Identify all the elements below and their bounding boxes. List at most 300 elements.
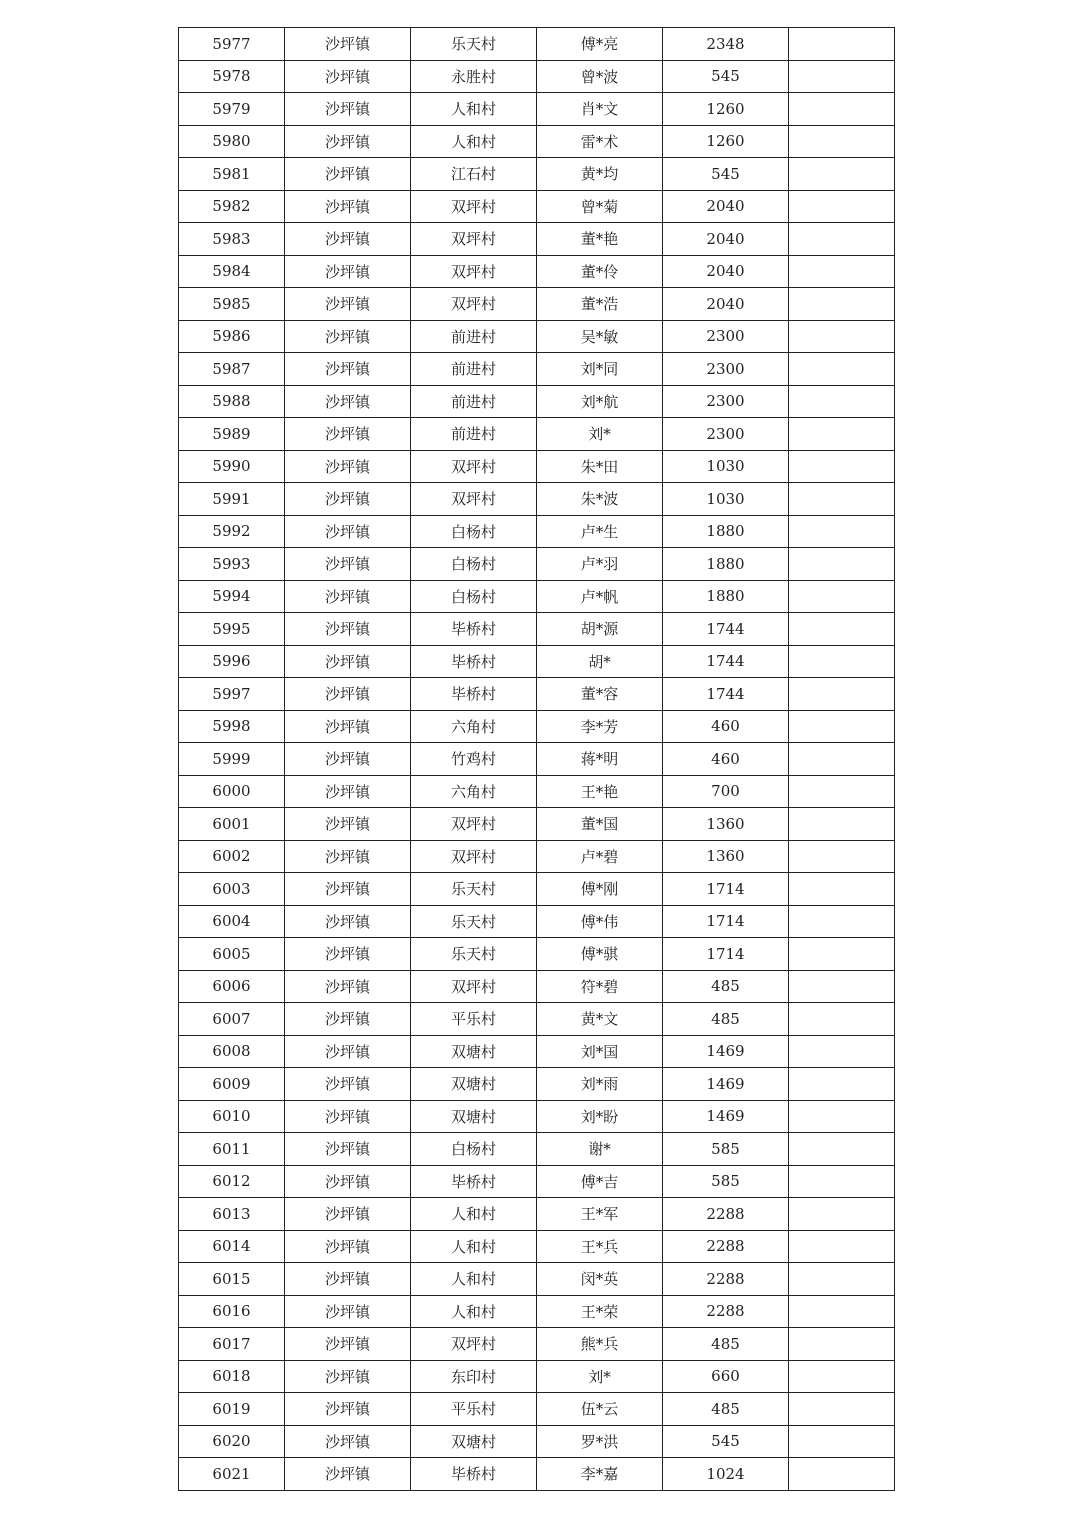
town-cell: 沙坪镇 xyxy=(285,613,411,646)
town-cell: 沙坪镇 xyxy=(285,450,411,483)
table-row xyxy=(179,678,895,711)
name-cell: 傅*刚 xyxy=(537,873,663,906)
table-row xyxy=(179,710,895,743)
village-cell: 平乐村 xyxy=(411,1393,537,1426)
serial-number-cell: 6007 xyxy=(179,1003,285,1036)
village-cell: 双塘村 xyxy=(411,1425,537,1458)
town-cell: 沙坪镇 xyxy=(285,1328,411,1361)
table-row xyxy=(179,288,895,321)
town-cell: 沙坪镇 xyxy=(285,158,411,191)
table-row xyxy=(179,905,895,938)
serial-number-cell: 6015 xyxy=(179,1263,285,1296)
table-row xyxy=(179,60,895,93)
village-cell: 双坪村 xyxy=(411,840,537,873)
name-cell: 朱*田 xyxy=(537,450,663,483)
serial-number-cell: 5993 xyxy=(179,548,285,581)
serial-number-cell: 5997 xyxy=(179,678,285,711)
remark-cell xyxy=(789,1425,895,1458)
village-cell: 永胜村 xyxy=(411,60,537,93)
town-cell: 沙坪镇 xyxy=(285,125,411,158)
serial-number-cell: 6005 xyxy=(179,938,285,971)
village-cell: 白杨村 xyxy=(411,1133,537,1166)
village-cell: 人和村 xyxy=(411,1230,537,1263)
town-cell: 沙坪镇 xyxy=(285,93,411,126)
town-cell: 沙坪镇 xyxy=(285,483,411,516)
village-cell: 乐天村 xyxy=(411,905,537,938)
name-cell: 董*国 xyxy=(537,808,663,841)
serial-number-cell: 6004 xyxy=(179,905,285,938)
village-cell: 六角村 xyxy=(411,775,537,808)
table-row xyxy=(179,1360,895,1393)
village-cell: 人和村 xyxy=(411,93,537,126)
name-cell: 董*容 xyxy=(537,678,663,711)
village-cell: 毕桥村 xyxy=(411,678,537,711)
name-cell: 黄*文 xyxy=(537,1003,663,1036)
village-cell: 双坪村 xyxy=(411,450,537,483)
village-cell: 平乐村 xyxy=(411,1003,537,1036)
town-cell: 沙坪镇 xyxy=(285,580,411,613)
table-row xyxy=(179,320,895,353)
serial-number-cell: 6009 xyxy=(179,1068,285,1101)
village-cell: 双坪村 xyxy=(411,808,537,841)
amount-cell: 2300 xyxy=(663,385,789,418)
serial-number-cell: 5982 xyxy=(179,190,285,223)
serial-number-cell: 5987 xyxy=(179,353,285,386)
table-row xyxy=(179,1133,895,1166)
table-row xyxy=(179,743,895,776)
remark-cell xyxy=(789,93,895,126)
remark-cell xyxy=(789,125,895,158)
serial-number-cell: 6010 xyxy=(179,1100,285,1133)
remark-cell xyxy=(789,60,895,93)
remark-cell xyxy=(789,1100,895,1133)
amount-cell: 585 xyxy=(663,1133,789,1166)
town-cell: 沙坪镇 xyxy=(285,1263,411,1296)
village-cell: 双坪村 xyxy=(411,255,537,288)
serial-number-cell: 5977 xyxy=(179,28,285,61)
table-body xyxy=(179,28,895,1491)
remark-cell xyxy=(789,515,895,548)
amount-cell: 1744 xyxy=(663,678,789,711)
name-cell: 傅*亮 xyxy=(537,28,663,61)
serial-number-cell: 5992 xyxy=(179,515,285,548)
name-cell: 傅*吉 xyxy=(537,1165,663,1198)
town-cell: 沙坪镇 xyxy=(285,548,411,581)
table-row xyxy=(179,483,895,516)
town-cell: 沙坪镇 xyxy=(285,418,411,451)
table-row xyxy=(179,190,895,223)
serial-number-cell: 5980 xyxy=(179,125,285,158)
town-cell: 沙坪镇 xyxy=(285,60,411,93)
town-cell: 沙坪镇 xyxy=(285,1295,411,1328)
remark-cell xyxy=(789,418,895,451)
remark-cell xyxy=(789,450,895,483)
name-cell: 王*兵 xyxy=(537,1230,663,1263)
village-cell: 白杨村 xyxy=(411,580,537,613)
amount-cell: 660 xyxy=(663,1360,789,1393)
town-cell: 沙坪镇 xyxy=(285,28,411,61)
town-cell: 沙坪镇 xyxy=(285,775,411,808)
table-row xyxy=(179,645,895,678)
amount-cell: 2348 xyxy=(663,28,789,61)
amount-cell: 2040 xyxy=(663,288,789,321)
remark-cell xyxy=(789,1035,895,1068)
table-row xyxy=(179,1003,895,1036)
amount-cell: 485 xyxy=(663,1393,789,1426)
name-cell: 刘* xyxy=(537,418,663,451)
amount-cell: 2040 xyxy=(663,223,789,256)
remark-cell xyxy=(789,1165,895,1198)
name-cell: 黄*均 xyxy=(537,158,663,191)
serial-number-cell: 6000 xyxy=(179,775,285,808)
table-row xyxy=(179,28,895,61)
town-cell: 沙坪镇 xyxy=(285,255,411,288)
table-row xyxy=(179,255,895,288)
village-cell: 白杨村 xyxy=(411,515,537,548)
town-cell: 沙坪镇 xyxy=(285,1425,411,1458)
name-cell: 曾*波 xyxy=(537,60,663,93)
serial-number-cell: 5996 xyxy=(179,645,285,678)
serial-number-cell: 5986 xyxy=(179,320,285,353)
serial-number-cell: 6001 xyxy=(179,808,285,841)
remark-cell xyxy=(789,678,895,711)
name-cell: 曾*菊 xyxy=(537,190,663,223)
name-cell: 伍*云 xyxy=(537,1393,663,1426)
village-cell: 江石村 xyxy=(411,158,537,191)
town-cell: 沙坪镇 xyxy=(285,353,411,386)
table-row xyxy=(179,93,895,126)
town-cell: 沙坪镇 xyxy=(285,905,411,938)
table-row xyxy=(179,158,895,191)
data-table xyxy=(178,27,895,1491)
town-cell: 沙坪镇 xyxy=(285,1133,411,1166)
remark-cell xyxy=(789,710,895,743)
serial-number-cell: 6020 xyxy=(179,1425,285,1458)
name-cell: 王*军 xyxy=(537,1198,663,1231)
amount-cell: 545 xyxy=(663,60,789,93)
amount-cell: 2040 xyxy=(663,190,789,223)
serial-number-cell: 6006 xyxy=(179,970,285,1003)
serial-number-cell: 6021 xyxy=(179,1458,285,1491)
amount-cell: 1030 xyxy=(663,483,789,516)
serial-number-cell: 5985 xyxy=(179,288,285,321)
town-cell: 沙坪镇 xyxy=(285,1230,411,1263)
amount-cell: 1744 xyxy=(663,613,789,646)
serial-number-cell: 5994 xyxy=(179,580,285,613)
town-cell: 沙坪镇 xyxy=(285,1003,411,1036)
serial-number-cell: 6018 xyxy=(179,1360,285,1393)
village-cell: 毕桥村 xyxy=(411,1165,537,1198)
remark-cell xyxy=(789,808,895,841)
remark-cell xyxy=(789,158,895,191)
serial-number-cell: 6003 xyxy=(179,873,285,906)
name-cell: 卢*碧 xyxy=(537,840,663,873)
serial-number-cell: 5981 xyxy=(179,158,285,191)
town-cell: 沙坪镇 xyxy=(285,288,411,321)
town-cell: 沙坪镇 xyxy=(285,190,411,223)
village-cell: 双塘村 xyxy=(411,1068,537,1101)
amount-cell: 1469 xyxy=(663,1068,789,1101)
village-cell: 双坪村 xyxy=(411,970,537,1003)
village-cell: 乐天村 xyxy=(411,28,537,61)
table-row xyxy=(179,613,895,646)
table-row xyxy=(179,1295,895,1328)
village-cell: 毕桥村 xyxy=(411,1458,537,1491)
amount-cell: 1714 xyxy=(663,938,789,971)
remark-cell xyxy=(789,873,895,906)
town-cell: 沙坪镇 xyxy=(285,873,411,906)
amount-cell: 485 xyxy=(663,970,789,1003)
table-row xyxy=(179,580,895,613)
town-cell: 沙坪镇 xyxy=(285,1360,411,1393)
table-row xyxy=(179,1035,895,1068)
table-row xyxy=(179,1263,895,1296)
amount-cell: 1880 xyxy=(663,580,789,613)
village-cell: 人和村 xyxy=(411,1263,537,1296)
table-row xyxy=(179,775,895,808)
village-cell: 人和村 xyxy=(411,1198,537,1231)
name-cell: 刘*雨 xyxy=(537,1068,663,1101)
village-cell: 乐天村 xyxy=(411,938,537,971)
remark-cell xyxy=(789,1068,895,1101)
town-cell: 沙坪镇 xyxy=(285,710,411,743)
name-cell: 胡*源 xyxy=(537,613,663,646)
table-row xyxy=(179,1230,895,1263)
amount-cell: 1030 xyxy=(663,450,789,483)
name-cell: 傅*骐 xyxy=(537,938,663,971)
table-row xyxy=(179,1328,895,1361)
table-row xyxy=(179,223,895,256)
amount-cell: 2288 xyxy=(663,1263,789,1296)
table-row xyxy=(179,125,895,158)
remark-cell xyxy=(789,190,895,223)
amount-cell: 2288 xyxy=(663,1198,789,1231)
town-cell: 沙坪镇 xyxy=(285,938,411,971)
village-cell: 六角村 xyxy=(411,710,537,743)
name-cell: 符*碧 xyxy=(537,970,663,1003)
village-cell: 双坪村 xyxy=(411,1328,537,1361)
amount-cell: 1360 xyxy=(663,808,789,841)
name-cell: 刘*盼 xyxy=(537,1100,663,1133)
table-row xyxy=(179,548,895,581)
village-cell: 白杨村 xyxy=(411,548,537,581)
amount-cell: 545 xyxy=(663,158,789,191)
village-cell: 双塘村 xyxy=(411,1035,537,1068)
name-cell: 蒋*明 xyxy=(537,743,663,776)
amount-cell: 1469 xyxy=(663,1100,789,1133)
table-row xyxy=(179,1425,895,1458)
town-cell: 沙坪镇 xyxy=(285,1035,411,1068)
name-cell: 闵*英 xyxy=(537,1263,663,1296)
remark-cell xyxy=(789,1458,895,1491)
table-row xyxy=(179,873,895,906)
amount-cell: 1714 xyxy=(663,873,789,906)
village-cell: 双塘村 xyxy=(411,1100,537,1133)
name-cell: 王*荣 xyxy=(537,1295,663,1328)
amount-cell: 1469 xyxy=(663,1035,789,1068)
town-cell: 沙坪镇 xyxy=(285,1068,411,1101)
village-cell: 东印村 xyxy=(411,1360,537,1393)
name-cell: 熊*兵 xyxy=(537,1328,663,1361)
amount-cell: 1360 xyxy=(663,840,789,873)
village-cell: 双坪村 xyxy=(411,190,537,223)
name-cell: 谢* xyxy=(537,1133,663,1166)
village-cell: 毕桥村 xyxy=(411,645,537,678)
table-row xyxy=(179,808,895,841)
remark-cell xyxy=(789,1198,895,1231)
amount-cell: 1714 xyxy=(663,905,789,938)
remark-cell xyxy=(789,483,895,516)
remark-cell xyxy=(789,645,895,678)
name-cell: 董*浩 xyxy=(537,288,663,321)
amount-cell: 2300 xyxy=(663,418,789,451)
amount-cell: 2300 xyxy=(663,353,789,386)
town-cell: 沙坪镇 xyxy=(285,223,411,256)
serial-number-cell: 6019 xyxy=(179,1393,285,1426)
serial-number-cell: 6014 xyxy=(179,1230,285,1263)
table-row xyxy=(179,1198,895,1231)
remark-cell xyxy=(789,1263,895,1296)
village-cell: 双坪村 xyxy=(411,483,537,516)
name-cell: 刘*同 xyxy=(537,353,663,386)
remark-cell xyxy=(789,840,895,873)
village-cell: 乐天村 xyxy=(411,873,537,906)
amount-cell: 2300 xyxy=(663,320,789,353)
serial-number-cell: 6011 xyxy=(179,1133,285,1166)
town-cell: 沙坪镇 xyxy=(285,385,411,418)
name-cell: 罗*洪 xyxy=(537,1425,663,1458)
name-cell: 董*艳 xyxy=(537,223,663,256)
serial-number-cell: 6013 xyxy=(179,1198,285,1231)
serial-number-cell: 6012 xyxy=(179,1165,285,1198)
serial-number-cell: 5978 xyxy=(179,60,285,93)
village-cell: 人和村 xyxy=(411,1295,537,1328)
serial-number-cell: 5988 xyxy=(179,385,285,418)
amount-cell: 585 xyxy=(663,1165,789,1198)
village-cell: 前进村 xyxy=(411,320,537,353)
remark-cell xyxy=(789,970,895,1003)
name-cell: 董*伶 xyxy=(537,255,663,288)
table-row xyxy=(179,938,895,971)
village-cell: 前进村 xyxy=(411,385,537,418)
remark-cell xyxy=(789,255,895,288)
serial-number-cell: 5998 xyxy=(179,710,285,743)
serial-number-cell: 6016 xyxy=(179,1295,285,1328)
table-row xyxy=(179,840,895,873)
remark-cell xyxy=(789,1230,895,1263)
remark-cell xyxy=(789,938,895,971)
table-row xyxy=(179,1458,895,1491)
serial-number-cell: 5999 xyxy=(179,743,285,776)
amount-cell: 1260 xyxy=(663,125,789,158)
name-cell: 傅*伟 xyxy=(537,905,663,938)
name-cell: 肖*文 xyxy=(537,93,663,126)
name-cell: 李*芳 xyxy=(537,710,663,743)
town-cell: 沙坪镇 xyxy=(285,1458,411,1491)
name-cell: 卢*羽 xyxy=(537,548,663,581)
table-row xyxy=(179,450,895,483)
village-cell: 毕桥村 xyxy=(411,613,537,646)
amount-cell: 485 xyxy=(663,1328,789,1361)
table-row xyxy=(179,385,895,418)
remark-cell xyxy=(789,223,895,256)
village-cell: 竹鸡村 xyxy=(411,743,537,776)
town-cell: 沙坪镇 xyxy=(285,970,411,1003)
town-cell: 沙坪镇 xyxy=(285,1393,411,1426)
village-cell: 双坪村 xyxy=(411,288,537,321)
town-cell: 沙坪镇 xyxy=(285,743,411,776)
name-cell: 王*艳 xyxy=(537,775,663,808)
amount-cell: 2288 xyxy=(663,1295,789,1328)
remark-cell xyxy=(789,1133,895,1166)
amount-cell: 700 xyxy=(663,775,789,808)
table-row xyxy=(179,515,895,548)
serial-number-cell: 5979 xyxy=(179,93,285,126)
name-cell: 卢*帆 xyxy=(537,580,663,613)
town-cell: 沙坪镇 xyxy=(285,808,411,841)
name-cell: 雷*术 xyxy=(537,125,663,158)
name-cell: 卢*生 xyxy=(537,515,663,548)
amount-cell: 1260 xyxy=(663,93,789,126)
town-cell: 沙坪镇 xyxy=(285,1165,411,1198)
name-cell: 胡* xyxy=(537,645,663,678)
village-cell: 前进村 xyxy=(411,418,537,451)
name-cell: 刘* xyxy=(537,1360,663,1393)
name-cell: 朱*波 xyxy=(537,483,663,516)
remark-cell xyxy=(789,28,895,61)
table-row xyxy=(179,970,895,1003)
town-cell: 沙坪镇 xyxy=(285,1100,411,1133)
amount-cell: 1880 xyxy=(663,515,789,548)
town-cell: 沙坪镇 xyxy=(285,1198,411,1231)
serial-number-cell: 6017 xyxy=(179,1328,285,1361)
name-cell: 刘*航 xyxy=(537,385,663,418)
village-cell: 前进村 xyxy=(411,353,537,386)
town-cell: 沙坪镇 xyxy=(285,645,411,678)
serial-number-cell: 6008 xyxy=(179,1035,285,1068)
amount-cell: 1880 xyxy=(663,548,789,581)
table-row xyxy=(179,1393,895,1426)
amount-cell: 2040 xyxy=(663,255,789,288)
amount-cell: 545 xyxy=(663,1425,789,1458)
town-cell: 沙坪镇 xyxy=(285,678,411,711)
amount-cell: 460 xyxy=(663,710,789,743)
remark-cell xyxy=(789,613,895,646)
town-cell: 沙坪镇 xyxy=(285,515,411,548)
name-cell: 吴*敏 xyxy=(537,320,663,353)
remark-cell xyxy=(789,905,895,938)
remark-cell xyxy=(789,775,895,808)
remark-cell xyxy=(789,743,895,776)
serial-number-cell: 5991 xyxy=(179,483,285,516)
amount-cell: 2288 xyxy=(663,1230,789,1263)
table-row xyxy=(179,1068,895,1101)
village-cell: 双坪村 xyxy=(411,223,537,256)
table-row xyxy=(179,353,895,386)
town-cell: 沙坪镇 xyxy=(285,320,411,353)
amount-cell: 1744 xyxy=(663,645,789,678)
table-row xyxy=(179,418,895,451)
remark-cell xyxy=(789,353,895,386)
name-cell: 刘*国 xyxy=(537,1035,663,1068)
remark-cell xyxy=(789,1328,895,1361)
town-cell: 沙坪镇 xyxy=(285,840,411,873)
remark-cell xyxy=(789,320,895,353)
village-cell: 人和村 xyxy=(411,125,537,158)
remark-cell xyxy=(789,1360,895,1393)
serial-number-cell: 5983 xyxy=(179,223,285,256)
serial-number-cell: 5984 xyxy=(179,255,285,288)
